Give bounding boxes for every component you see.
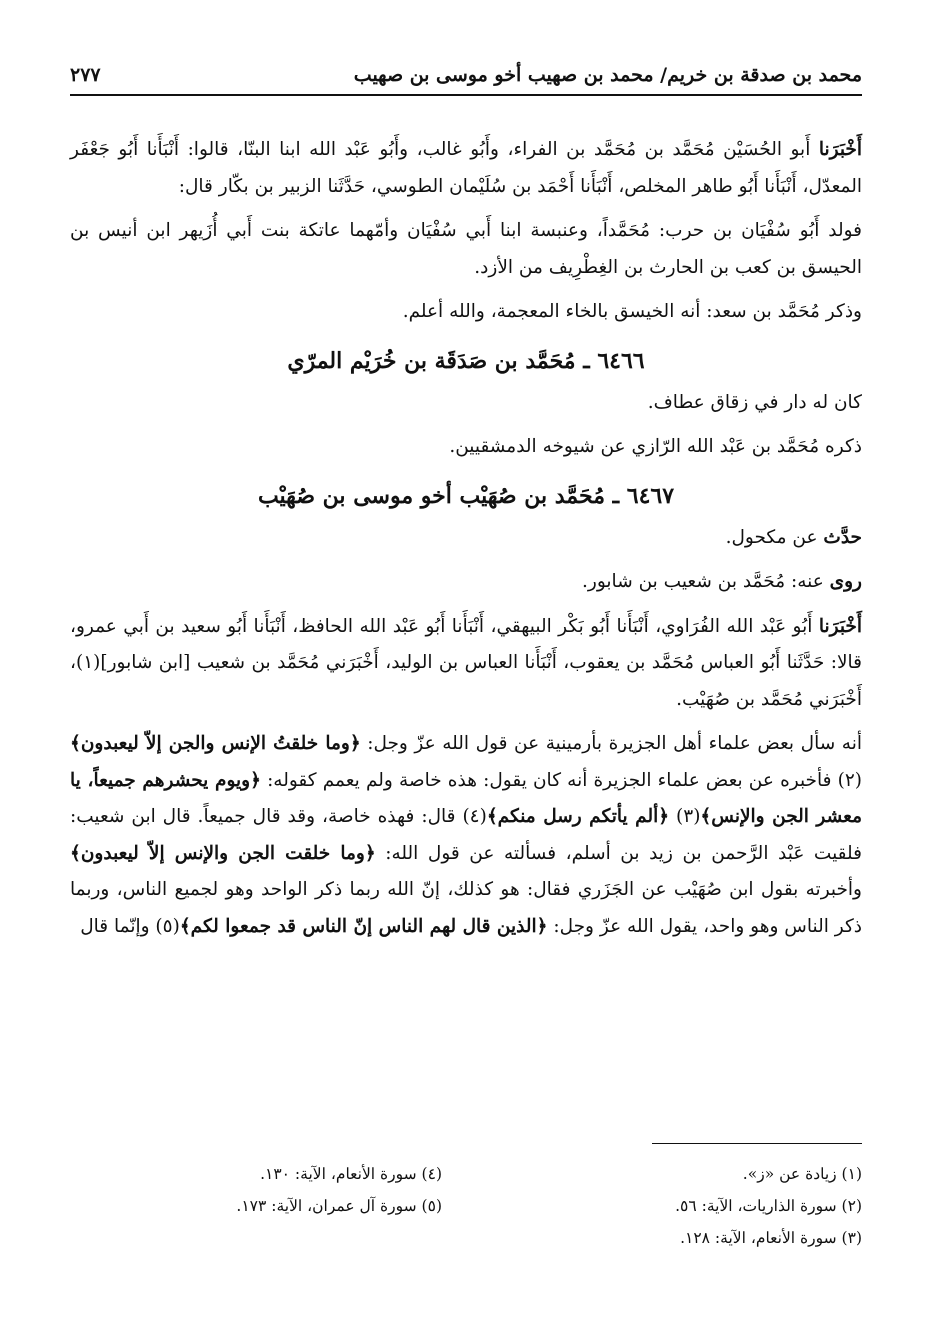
footnotes-left-column bbox=[62, 1158, 442, 1222]
paragraph-text: عن مكحول. bbox=[725, 526, 824, 548]
paragraph-text: عنه: مُحَمَّد بن شعيب بن شابور. bbox=[582, 571, 830, 592]
quran-quote: ﴿ويوم يحشرهم جميعاً، يا معشر الجن والإنس﴾ bbox=[70, 769, 862, 827]
quran-quote: ﴿وما خلقت الجن والإنس إلاّ ليعبدون﴾ bbox=[70, 842, 376, 864]
footnote-3: (٣) سورة الأنعام، الآية: ١٢٨. bbox=[680, 1229, 862, 1247]
quran-quote: ﴿وما خلقتُ الإنس والجن إلاّ ليعبدون﴾ bbox=[70, 733, 361, 754]
paragraph-isnad-1 bbox=[70, 132, 862, 205]
footnote-4: (٤) سورة الأنعام، الآية: ١٣٠. bbox=[260, 1165, 442, 1183]
entry-6467-isnad bbox=[70, 609, 862, 719]
footnote-rule bbox=[652, 1143, 862, 1144]
text-run: (٣) bbox=[669, 806, 701, 827]
entry-6467-narrators bbox=[70, 564, 862, 601]
paragraph-lead: روى bbox=[829, 571, 862, 592]
paragraph-note: وذكر مُحَمَّد بن سعد: أنه الخيسق بالخاء المعجمة، والله أعلم. bbox=[402, 301, 862, 322]
entry-6467-matn bbox=[70, 726, 862, 945]
paragraph-text: أَبو الحُسَيْن مُحَمَّد بن مُحَمَّد بن الفراء، وأَبُو غالب، وأَبُو عَبْد الله ابنا البنّا، قالوا: أَنْبَأَنا أَبُو جَعْفَر المعدّل، أَنْبَأَنا أَبُو طاهر المخلص، أَنْبَأَنا أَحْمَد بن سُلَيْمان الطوسي، حَدَّثَنا الزبير بن بكّار قال: bbox=[70, 139, 862, 197]
header-rule bbox=[70, 94, 862, 96]
text-run: (٤) قال: فهذه خاصة، وقد قال جميعاً. قال ابن شعيب: فلقيت عَبْد الرَّحمن بن زيد بن أسلم، فسألته عن قول الله: bbox=[70, 806, 862, 864]
entry-heading-6467: ٦٤٦٧ ـ مُحَمَّد بن صُهَيْب أخو موسى بن صُهَيْب bbox=[257, 482, 675, 509]
header-title: محمد بن صدقة بن خريم/ محمد بن صهيب أخو موسى بن صهيب bbox=[353, 64, 862, 86]
text-run: وأخبرته بقول ابن صُهَيْب عن الجَزَري فقال: هو كذلك، إنّ الله ربما ذكر الواحد وهو لجميع الناس، وربما ذكر الناس وهو واحد، يقول الله عزّ وجل: bbox=[70, 879, 862, 937]
text-run: (٥) وإنّما قال bbox=[80, 915, 180, 937]
paragraph-lead: أَخْبَرَنا bbox=[818, 139, 862, 160]
running-header bbox=[70, 58, 862, 98]
footnote-5: (٥) سورة آل عمران، الآية: ١٧٣. bbox=[236, 1197, 442, 1215]
quran-quote: ﴿الذين قال لهم الناس إنّ الناس قد جمعوا لكم﴾ bbox=[179, 915, 548, 937]
quran-quote: ﴿ألم يأتكم رسل منكم﴾ bbox=[486, 806, 670, 827]
page-number: ٢٧٧ bbox=[70, 64, 101, 86]
entry-heading-6466: ٦٤٦٦ ـ مُحَمَّد بن صَدَقَة بن خُرَيْم المرّي bbox=[287, 347, 645, 374]
entry-6466-line-2: ذكره مُحَمَّد بن عَبْد الله الرّازي عن شيوخه الدمشقيين. bbox=[449, 436, 862, 457]
footnote-2: (٢) سورة الذاريات، الآية: ٥٦. bbox=[675, 1197, 862, 1215]
entry-6467-narrated bbox=[70, 520, 862, 557]
entry-6466-line-1: كان له دار في زقاق عطاف. bbox=[647, 391, 862, 413]
paragraph-lineage: فولد أَبُو سُفْيَان بن حرب: مُحَمَّداً، وعنبسة ابنا أَبي سُفْيَان وأمّهما عاتكة بنت أَبي أُزَيهر ابن أنيس بن الحيسق بن كعب بن الحارث بن الغِطْرِيف من الأزد. bbox=[70, 220, 862, 278]
paragraph-lead: حدَّث bbox=[823, 526, 862, 548]
text-run: (٢) فأخبره عن بعض علماء الجزيرة أنه كان يقول: هذه خاصة ولم يعمم كقوله: bbox=[260, 769, 862, 791]
text-run: أنه سأل بعض علماء أهل الجزيرة بأرمينية عن قول الله عزّ وجل: bbox=[360, 733, 862, 754]
main-text bbox=[70, 132, 862, 947]
footnotes-right-column bbox=[482, 1158, 862, 1254]
footnote-1: (١) زيادة عن «ز». bbox=[742, 1165, 862, 1183]
paragraph-lead: أَخْبَرَنا bbox=[818, 615, 862, 637]
paragraph-text: أَبُو عَبْد الله الفُرَاوي، أَنْبَأَنا أَبُو بَكْر البيهقي، أَنْبَأَنا أَبُو عَبْد الله الحافظ، أَنْبَأَنا أَبُو سعيد بن أَبي عمرو، قالا: حَدَّثَنا أَبُو العباس مُحَمَّد بن يعقوب، أَنْبَأَنا العباس بن الوليد، أَخْبَرَني مُحَمَّد بن شعيب [ابن شابور](١)، أَخْبَرَني مُحَمَّد بن صُهَيْب. bbox=[70, 615, 862, 710]
